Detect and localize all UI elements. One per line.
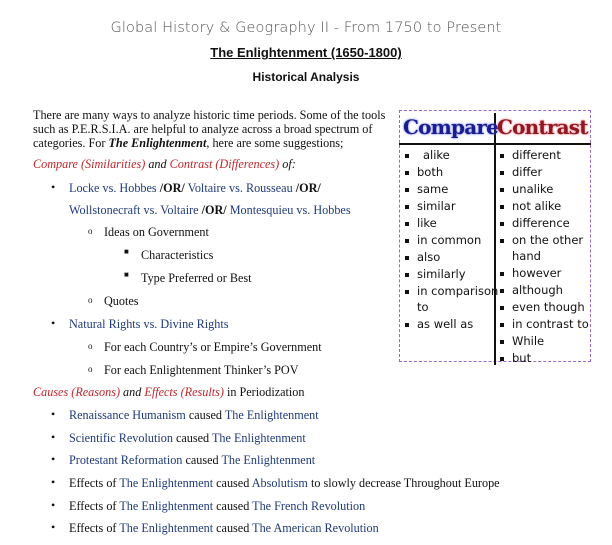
circle-bullet-icon: o xyxy=(88,341,93,351)
square-bullet-icon: ■ xyxy=(124,247,129,256)
contrast-word: difference xyxy=(500,216,570,230)
contrast-word: although xyxy=(500,283,563,297)
compare-word: alike xyxy=(405,148,450,162)
list-item: Effects of The Enlightenment caused The French Revolution xyxy=(69,499,366,513)
causes-heading: Causes (Reasons) and Effects (Results) in Periodization xyxy=(33,385,305,399)
contrast-word: on the other xyxy=(500,233,583,247)
list-item: Natural Rights vs. Divine Rights xyxy=(69,317,229,331)
contrast-word: unalike xyxy=(500,182,553,196)
compare-word: in comparison xyxy=(405,284,498,298)
contrast-word: different xyxy=(500,148,561,162)
bullet-icon: • xyxy=(51,316,56,330)
contrast-word: however xyxy=(500,266,561,280)
bullet-icon: • xyxy=(51,452,56,466)
contrast-word-cont: hand xyxy=(512,249,541,263)
list-item: Protestant Reformation caused The Enlightenment xyxy=(69,453,316,467)
compare-word: similar xyxy=(405,199,456,213)
contrast-word: While xyxy=(500,334,544,348)
circle-bullet-icon: o xyxy=(88,295,93,305)
compare-word: both xyxy=(405,165,443,179)
contrast-word: but xyxy=(500,351,531,365)
list-item: Quotes xyxy=(104,294,139,308)
list-item: For each Enlightenment Thinker’s POV xyxy=(104,363,299,377)
list-item: Scientific Revolution caused The Enlightenment xyxy=(69,431,306,445)
square-bullet-icon: ■ xyxy=(124,270,129,279)
intro-paragraph: There are many ways to analyze historic time periods. Some of the tools such as P.E.R.S.I.A. are helpful to analyze across a broad spectrum of categories. For The Enlightenment, here are some suggestions; xyxy=(33,108,386,150)
bullet-icon: • xyxy=(51,475,56,489)
bullet-icon: • xyxy=(51,498,56,512)
contrast-word: not alike xyxy=(500,199,561,213)
bullet-icon: • xyxy=(51,430,56,444)
list-item: Type Preferred or Best xyxy=(141,271,252,285)
bullet-icon: • xyxy=(51,407,56,421)
list-item: Renaissance Humanism caused The Enlightenment xyxy=(69,408,319,422)
unit-title: The Enlightenment (1650-1800) xyxy=(210,45,402,60)
header-divider xyxy=(399,143,591,145)
circle-bullet-icon: o xyxy=(88,226,93,236)
contrast-word: even though xyxy=(500,300,585,314)
list-item-cont: Wollstonecraft vs. Voltaire /OR/ Montesquieu vs. Hobbes xyxy=(69,203,351,217)
contrast-word: in contrast to xyxy=(500,317,589,331)
compare-header: Compare xyxy=(403,115,499,139)
contrast-word: differ xyxy=(500,165,542,179)
course-title: Global History & Geography II - From 1750 to Present xyxy=(110,20,502,36)
list-item: For each Country’s or Empire’s Government xyxy=(104,340,322,354)
compare-word: as well as xyxy=(405,317,473,331)
list-item: Ideas on Government xyxy=(104,225,209,239)
bullet-icon: • xyxy=(51,520,56,534)
compare-word-cont: to xyxy=(417,300,429,314)
list-item: Locke vs. Hobbes /OR/ Voltaire vs. Rousseau /OR/ xyxy=(69,181,321,195)
compare-word: like xyxy=(405,216,437,230)
compare-heading: Compare (Similarities) and Contrast (Differences) of: xyxy=(33,157,296,171)
contrast-header: Contrast xyxy=(497,115,588,139)
list-item: Effects of The Enlightenment caused The American Revolution xyxy=(69,521,379,535)
compare-word: same xyxy=(405,182,448,196)
list-item: Characteristics xyxy=(141,248,214,262)
circle-bullet-icon: o xyxy=(88,364,93,374)
compare-word: in common xyxy=(405,233,481,247)
column-divider xyxy=(494,113,496,365)
compare-word: similarly xyxy=(405,267,466,281)
list-item: Effects of The Enlightenment caused Absolutism to slowly decrease Throughout Europe xyxy=(69,476,500,490)
compare-word: also xyxy=(405,250,440,264)
bullet-icon: • xyxy=(51,180,56,194)
subtitle: Historical Analysis xyxy=(252,70,360,84)
